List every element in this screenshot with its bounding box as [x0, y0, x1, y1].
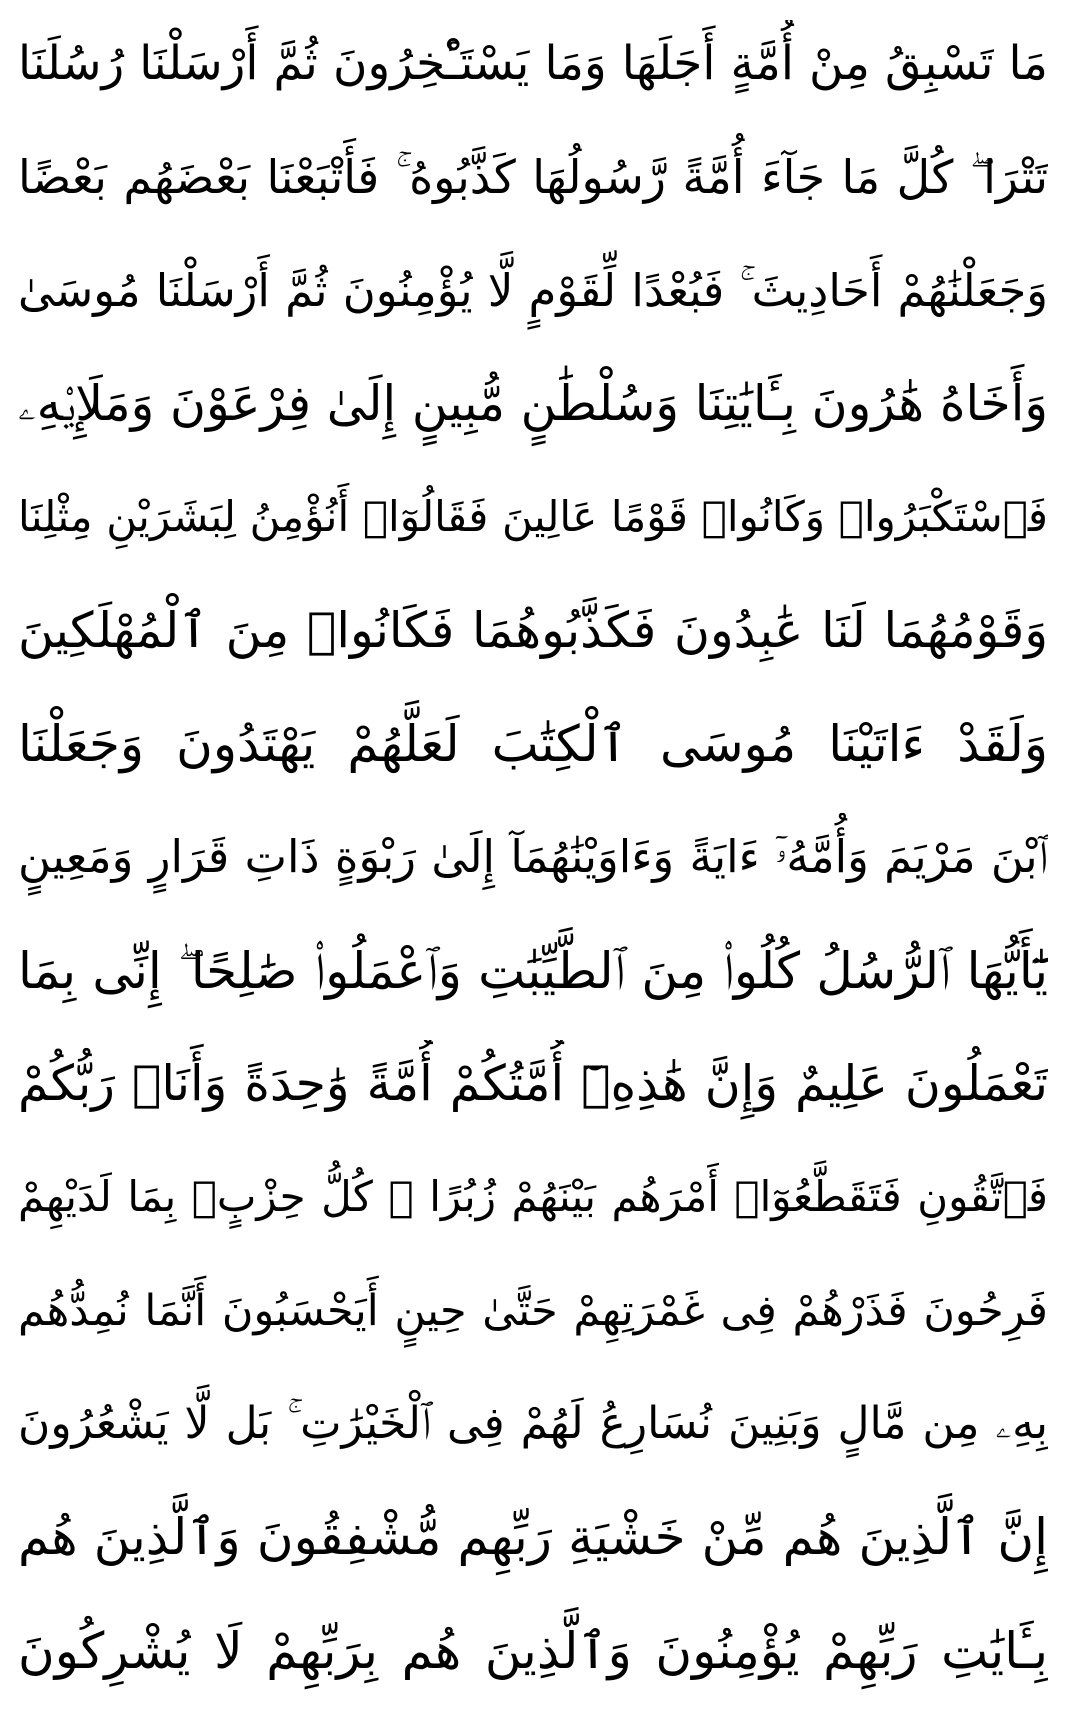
verse-line: وَلَقَدْ ءَاتَيْنَا مُوسَى ٱلْكِتَٰبَ لَعَلَّهُمْ يَهْتَدُونَ وَجَعَلْنَا [18, 715, 1048, 774]
verse-line: وَقَوْمُهُمَا لَنَا عَٰبِدُونَ فَكَذَّبُوهُمَا فَكَانُوا۟ مِنَ ٱلْمُهْلَكِينَ [18, 601, 1048, 659]
verse-line: فَٱسْتَكْبَرُوا۟ وَكَانُوا۟ قَوْمًا عَالِينَ فَقَالُوٓا۟ أَنُؤْمِنُ لِبَشَرَيْنِ مِثْلِنَا [18, 492, 1048, 542]
verse-line: بِهِۦ مِن مَّالٍ وَبَنِينَ نُسَارِعُ لَهُمْ فِى ٱلْخَيْرَٰتِ ۚ بَل لَّا يَشْعُرُونَ [18, 1398, 1048, 1450]
verse-line: مَا تَسْبِقُ مِنْ أُمَّةٍ أَجَلَهَا وَمَا يَسْتَـْٔخِرُونَ ثُمَّ أَرْسَلْنَا رُسُلَنَا [18, 36, 1048, 91]
verse-line: يَٰٓأَيُّهَا ٱلرُّسُلُ كُلُوا۟ مِنَ ٱلطَّيِّبَٰتِ وَٱعْمَلُوا۟ صَٰلِحًا ۖ إِنِّى بِمَا [18, 941, 1048, 1000]
verse-lines [18, 20, 1048, 1695]
verse-line: تَتْرَا ۖ كُلَّ مَا جَآءَ أُمَّةً رَّسُولُهَا كَذَّبُوهُ ۚ فَأَتْبَعْنَا بَعْضَهُم بَعْضًا [18, 150, 1048, 205]
verse-line: تَعْمَلُونَ عَلِيمٌ وَإِنَّ هَٰذِهِۦٓ أُمَّتُكُمْ أُمَّةً وَٰحِدَةً وَأَنَا۠ رَبُّكُمْ [18, 1055, 1048, 1113]
verse-line: وَأَخَاهُ هَٰرُونَ بِـَٔايَٰتِنَا وَسُلْطَٰنٍ مُّبِينٍ إِلَىٰ فِرْعَوْنَ وَمَلَإِي۟هِۦ [18, 375, 1048, 433]
verse-line: ٱبْنَ مَرْيَمَ وَأُمَّهُۥٓ ءَايَةً وَءَاوَيْنَٰهُمَآ إِلَىٰ رَبْوَةٍ ذَاتِ قَرَارٍ وَمَعِينٍ [18, 830, 1048, 884]
verse-line: إِنَّ ٱلَّذِينَ هُم مِّنْ خَشْيَةِ رَبِّهِم مُّشْفِقُونَ وَٱلَّذِينَ هُم [18, 1508, 1048, 1567]
verse-line: بِـَٔايَٰتِ رَبِّهِمْ يُؤْمِنُونَ وَٱلَّذِينَ هُم بِرَبِّهِمْ لَا يُشْرِكُونَ [18, 1621, 1048, 1680]
verse-line: فَٱتَّقُونِ فَتَقَطَّعُوٓا۟ أَمْرَهُم بَيْنَهُمْ زُبُرًا ۖ كُلُّ حِزْبٍۭ بِمَا لَدَيْهِمْ [18, 1172, 1048, 1222]
verse-line: وَجَعَلْنَٰهُمْ أَحَادِيثَ ۚ فَبُعْدًا لِّقَوْمٍ لَّا يُؤْمِنُونَ ثُمَّ أَرْسَلْنَا مُوسَىٰ [18, 263, 1048, 317]
verse-line: فَرِحُونَ فَذَرْهُمْ فِى غَمْرَتِهِمْ حَتَّىٰ حِينٍ أَيَحْسَبُونَ أَنَّمَا نُمِدُّهُم [18, 1285, 1048, 1336]
